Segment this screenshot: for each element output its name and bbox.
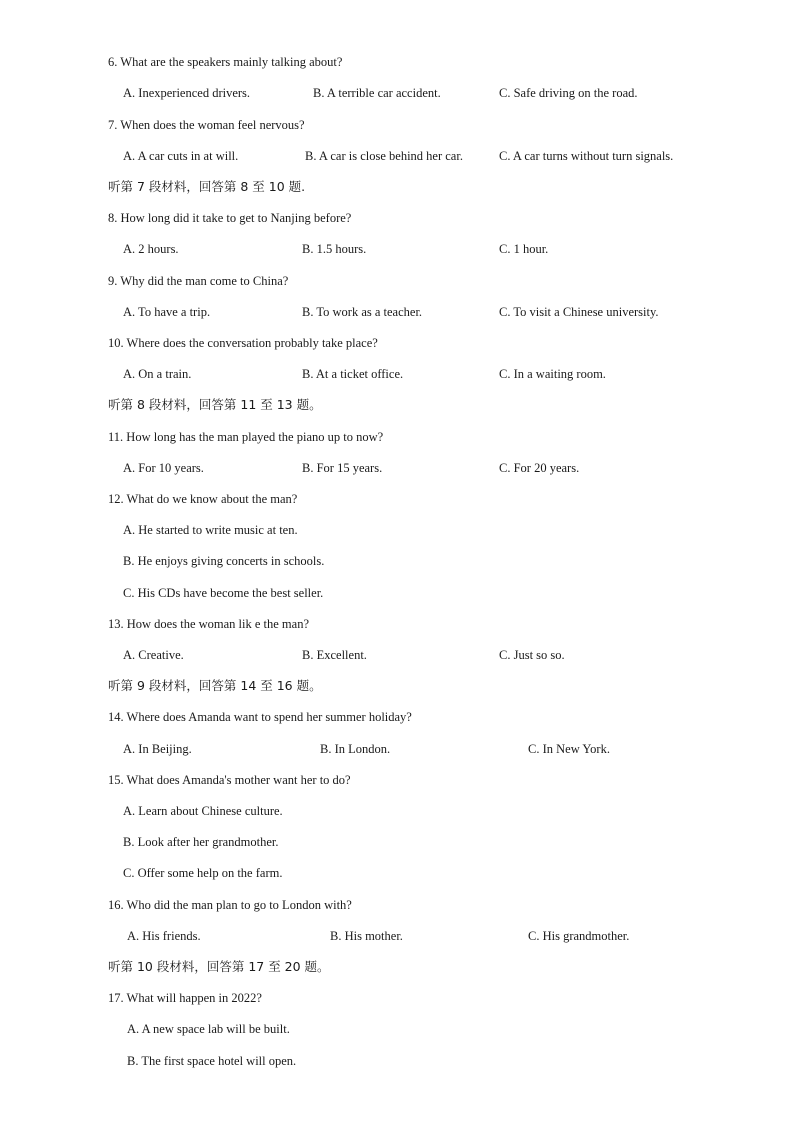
answer-option: B. A terrible car accident. [313, 86, 441, 100]
answer-option: B. He enjoys giving concerts in schools. [123, 554, 325, 568]
answer-option: C. His grandmother. [528, 929, 630, 943]
answer-option: C. A car turns without turn signals. [499, 149, 674, 163]
answer-option: C. Just so so. [499, 648, 565, 662]
answer-option: A. To have a trip. [123, 305, 211, 319]
answer-option: C. In a waiting room. [499, 367, 606, 381]
question-text: 10. Where does the conversation probably take place? [108, 336, 378, 350]
section-instruction: 听第 8 段材料，回答第 11 至 13 题。 [108, 397, 322, 412]
question-text: 7. When does the woman feel nervous? [108, 118, 305, 132]
answer-option: C. In New York. [528, 742, 610, 756]
answer-option: C. For 20 years. [499, 461, 580, 475]
answer-option: B. For 15 years. [302, 461, 383, 475]
answer-option: C. Offer some help on the farm. [123, 866, 283, 880]
answer-option: B. Look after her grandmother. [123, 835, 279, 849]
answer-option: C. 1 hour. [499, 242, 549, 256]
answer-option: A. A car cuts in at will. [123, 149, 239, 163]
question-text: 14. Where does Amanda want to spend her summer holiday? [108, 710, 412, 724]
answer-option: B. In London. [320, 742, 391, 756]
answer-option: A. 2 hours. [123, 242, 179, 256]
question-text: 8. How long did it take to get to Nanjing before? [108, 211, 352, 225]
answer-option: B. A car is close behind her car. [305, 149, 463, 163]
answer-option: C. Safe driving on the road. [499, 86, 638, 100]
answer-option: A. Inexperienced drivers. [123, 86, 251, 100]
question-text: 6. What are the speakers mainly talking about? [108, 55, 343, 69]
answer-option: B. His mother. [330, 929, 403, 943]
question-text: 11. How long has the man played the piano up to now? [108, 430, 384, 444]
answer-option: A. His friends. [127, 929, 201, 943]
answer-option: C. His CDs have become the best seller. [123, 586, 324, 600]
answer-option: B. The first space hotel will open. [127, 1054, 297, 1068]
answer-option: A. A new space lab will be built. [127, 1022, 290, 1036]
answer-option: A. Learn about Chinese culture. [123, 804, 283, 818]
question-text: 16. Who did the man plan to go to London with? [108, 898, 352, 912]
answer-option: B. 1.5 hours. [302, 242, 367, 256]
answer-option: A. In Beijing. [123, 742, 192, 756]
question-text: 9. Why did the man come to China? [108, 274, 289, 288]
question-text: 17. What will happen in 2022? [108, 991, 262, 1005]
answer-option: A. For 10 years. [123, 461, 204, 475]
answer-option: C. To visit a Chinese university. [499, 305, 659, 319]
answer-option: B. Excellent. [302, 648, 367, 662]
question-text: 13. How does the woman lik e the man? [108, 617, 309, 631]
answer-option: B. At a ticket office. [302, 367, 404, 381]
answer-option: B. To work as a teacher. [302, 305, 423, 319]
answer-option: A. On a train. [123, 367, 192, 381]
section-instruction: 听第 9 段材料，回答第 14 至 16 题。 [108, 678, 322, 693]
answer-option: A. He started to write music at ten. [123, 523, 298, 537]
question-text: 15. What does Amanda's mother want her to do? [108, 773, 351, 787]
section-instruction: 听第 7 段材料，回答第 8 至 10 题. [108, 179, 306, 194]
section-instruction: 听第 10 段材料，回答第 17 至 20 题。 [108, 959, 330, 974]
answer-option: A. Creative. [123, 648, 184, 662]
question-text: 12. What do we know about the man? [108, 492, 298, 506]
